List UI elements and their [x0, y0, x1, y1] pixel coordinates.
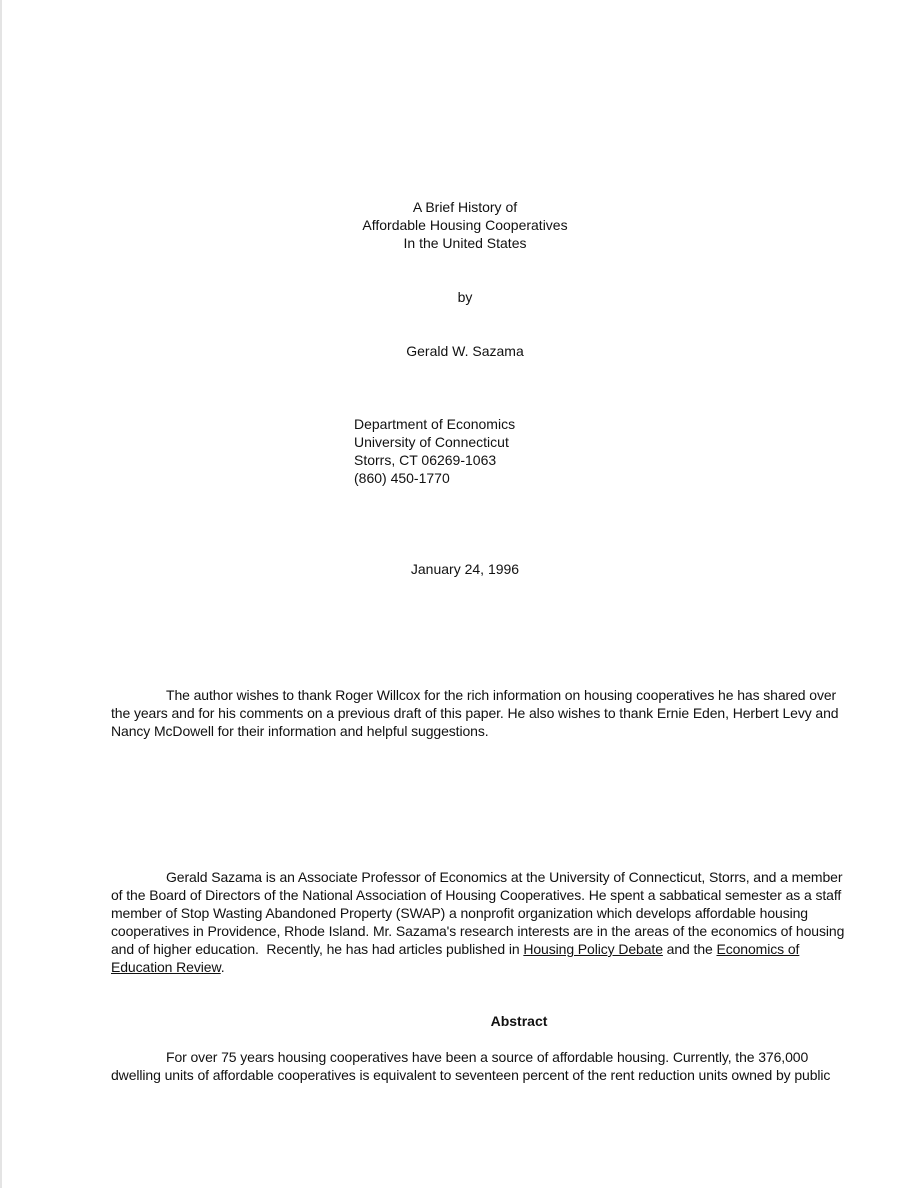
byline-by: by: [457, 289, 473, 305]
paragraph-line: Nancy McDowell for their information and helpful suggestions.: [111, 723, 489, 739]
journal-title-economics-of-education-review-cont: Education Review: [111, 959, 221, 975]
paragraph-line: cooperatives in Providence, Rhode Island. Mr. Sazama's research interests are in the areas of the economics of housing: [111, 923, 845, 939]
department: Department of Economics: [354, 416, 516, 432]
title-line-1: A Brief History of: [412, 199, 518, 215]
title-line-3: In the United States: [403, 235, 527, 251]
bio-text: and the: [662, 941, 717, 957]
paragraph-line: The author wishes to thank Roger Willcox for the rich information on housing cooperatives he has shared over: [166, 687, 837, 703]
city-address: Storrs, CT 06269-1063: [354, 452, 497, 468]
author-bio-paragraph: [111, 868, 845, 976]
author-name: Gerald W. Sazama: [406, 343, 524, 359]
phone-number: (860) 450-1770: [354, 470, 450, 486]
document-date: January 24, 1996: [410, 561, 520, 577]
university: University of Connecticut: [354, 434, 509, 450]
paragraph-line: Gerald Sazama is an Associate Professor of Economics at the University of Connecticut, Storrs, and a member: [166, 869, 843, 885]
page-edge: [0, 0, 2, 1188]
abstract-paragraph: [111, 1048, 831, 1084]
paragraph-line: [111, 958, 817, 976]
bio-text: and of higher education. Recently, he has had articles published in: [111, 941, 524, 957]
document-title: [0, 198, 920, 252]
journal-title-economics-of-education-review: Economics of: [716, 941, 800, 957]
bio-text: .: [220, 959, 225, 975]
paragraph-line: member of Stop Wasting Abandoned Property (SWAP) a nonprofit organization which develops affordable housing: [111, 905, 808, 921]
author-affiliation: [354, 415, 515, 487]
title-line-2: Affordable Housing Cooperatives: [362, 217, 568, 233]
paragraph-line: of the Board of Directors of the National Association of Housing Cooperatives. He spent a sabbatical semester as a staff: [111, 887, 842, 903]
acknowledgment-paragraph: [111, 686, 839, 740]
journal-title-housing-policy-debate: Housing Policy Debate: [523, 941, 663, 957]
paragraph-line: For over 75 years housing cooperatives have been a source of affordable housing. Currently, the 376,000: [166, 1049, 809, 1065]
abstract-heading: Abstract: [490, 1013, 548, 1029]
paragraph-line: the years and for his comments on a previous draft of this paper. He also wishes to thank Ernie Eden, Herbert Levy and: [111, 705, 839, 721]
paragraph-line: dwelling units of affordable cooperatives is equivalent to seventeen percent of the rent reduction units owned by public: [111, 1067, 831, 1083]
paragraph-line: [111, 940, 817, 958]
